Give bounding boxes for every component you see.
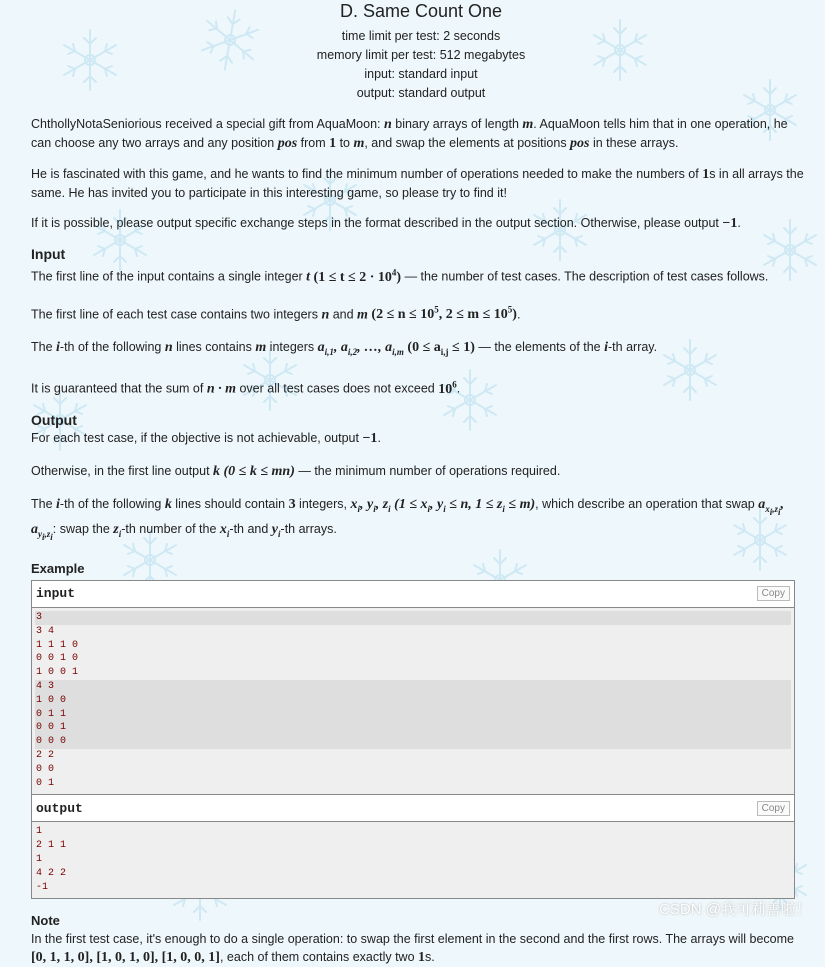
- example-output[interactable]: [32, 822, 794, 898]
- input-line: 0 0 1 0: [36, 653, 79, 665]
- example-box: [31, 580, 795, 899]
- output-line: 1: [36, 826, 43, 838]
- example-section: [31, 560, 811, 899]
- output-line: 1: [36, 853, 43, 865]
- input-header: [32, 581, 794, 608]
- problem-statement: [31, 115, 811, 233]
- input-file: input: standard input: [364, 67, 478, 81]
- input-line: 0 0: [36, 763, 55, 775]
- input-line: 0 1 1: [35, 708, 791, 722]
- example-input[interactable]: [32, 608, 794, 794]
- copy-input-button[interactable]: Copy: [757, 586, 790, 601]
- copy-output-button[interactable]: Copy: [757, 801, 790, 816]
- input-line: 0 0 0: [35, 735, 791, 749]
- output-line: -1: [36, 881, 49, 893]
- output-heading: Output: [31, 411, 77, 428]
- output-file: output: standard output: [356, 86, 486, 100]
- input-line: 2 2: [36, 749, 55, 761]
- output-specification: [31, 411, 811, 546]
- csdn-watermark: CSDN @我可莉善啦！: [659, 901, 811, 918]
- output-line: 4 2 2: [36, 867, 67, 879]
- statement-paragraph-2: He is fascinated with this game, and he wants to find the minimum number of operations needed to make the numbers of 1s in all arrays the same. He has invited you to participate in this interesting game, so please try to find it!: [31, 167, 804, 200]
- input-line-4: It is guaranteed that the sum of n · m over all test cases does not exceed $10^6$.: [31, 379, 461, 397]
- input-line: 1 0 0 1: [36, 667, 79, 679]
- problem-limits: [31, 27, 811, 103]
- statement-paragraph-1: ChthollyNotaSeniorious received a special gift from AquaMoon: n binary arrays of length m. AquaMoon tells him that in one operation, he can choose any two arrays and any position pos from 1 to m, and swap the elements at positions pos in these arrays.: [31, 117, 788, 151]
- input-line: 3: [35, 611, 791, 625]
- input-line: 0 1: [36, 777, 55, 789]
- input-line-2: The first line of each test case contains two integers n and m ($2 \le n \le 10^5$, $2 \le m \le 10^5$).: [31, 304, 521, 323]
- note-text: In the first test case, it's enough to do a single operation: to swap the first element in the second and the first rows. The arrays will become [0, 1, 1, 0], [1, 0, 1, 0], [1, 0, 0, 1], each of them contains exactly two 1s.: [31, 932, 794, 966]
- input-line: 1 1 1 0: [36, 639, 79, 651]
- time-limit: time limit per test: 2 seconds: [341, 29, 501, 43]
- output-header: [32, 794, 794, 822]
- input-line-1: The first line of the input contains a single integer t $(1 \le t \le 2 \cdot 10^4)$ — the number of test cases. The description of test cases follows.: [31, 267, 769, 285]
- note-section: [31, 912, 811, 967]
- input-line-3: The i-th of the following n lines contains m integers $a_{i,1}$, $a_{i,2}$, …, $a_{i,m}$ $(0 \le a_{i,j} \le 1)$ — the elements of the i-th array.: [31, 340, 658, 358]
- output-label: output: [36, 800, 83, 816]
- input-label: input: [36, 586, 76, 602]
- output-line-2: Otherwise, in the first line output k (0 ≤ k ≤ mn) — the minimum number of operations required.: [31, 463, 561, 479]
- input-specification: [31, 245, 811, 399]
- output-line-3: The i-th of the following k lines should contain 3 integers, $x_i$, $y_i$, $z_i$ ($1 \le x_i$, $y_i \le n$, $1 \le z_i \le m$), which describe an operation that swap $a_{x_i,z_i}$, $a_{y_i,z_i}$: swap the $z_i-th$ number of the $x_i-th$ and $y_i-th$ arrays.: [31, 496, 784, 542]
- example-heading: Example: [31, 560, 85, 576]
- input-line: 4 3: [35, 680, 791, 694]
- memory-limit: memory limit per test: 512 megabytes: [316, 48, 526, 62]
- input-line: 3 4: [36, 625, 55, 637]
- output-line: 2 1 1: [36, 840, 67, 852]
- output-line-1: For each test case, if the objective is not achievable, output −1.: [31, 430, 381, 446]
- input-heading: Input: [31, 246, 66, 262]
- input-line: 0 0 1: [35, 721, 791, 735]
- problem-title: D. Same Count One: [339, 1, 503, 21]
- statement-paragraph-3: If it is possible, please output specific exchange steps in the format described in the output section. Otherwise, please output −1.: [31, 216, 741, 231]
- input-line: 1 0 0: [35, 694, 791, 708]
- note-heading: Note: [31, 913, 60, 929]
